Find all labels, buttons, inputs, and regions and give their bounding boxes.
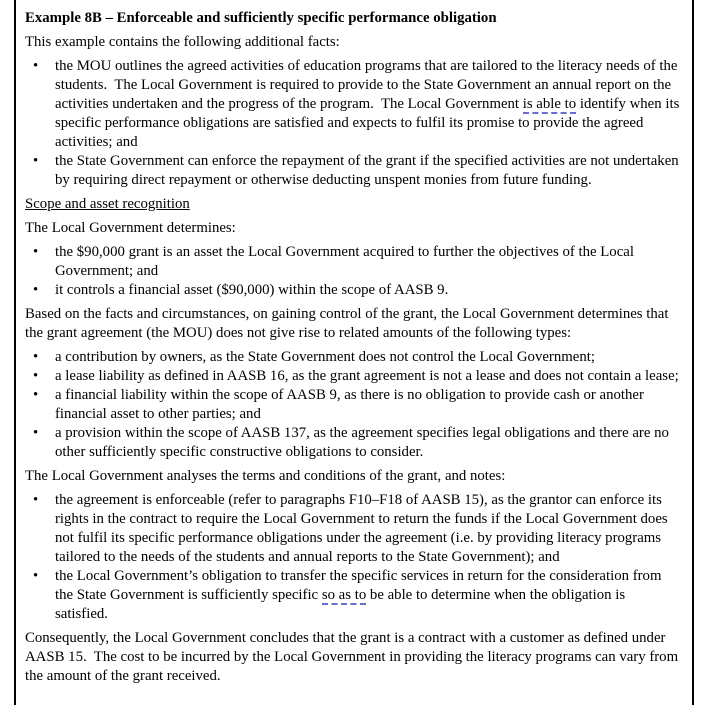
bullet-icon: •	[33, 153, 39, 169]
based-on-facts-paragraph: Based on the facts and circumstances, on gaining control of the grant, the Local Government determines that the grant agreement (the MOU) does not give rise to related amounts of the following types:	[25, 306, 673, 341]
bullet-icon: •	[33, 282, 39, 298]
list-item-text: the agreement is enforceable (refer to paragraphs F10–F18 of AASB 15), as the grantor can enforce its rights in the contract to require the Local Government to return the funds if the Local Government does not fulfil its specific performance obligations under the agreement (i.e. by providing literacy programs tailored to the needs of the students and annual reports to the State Government); and	[55, 492, 672, 565]
text-segment: the MOU outlines the agreed activities of education programs that are tailored to the literacy needs of the students. The Local Government is required to provide to the State Government an annual report on the activities undertaken and the progress of the program. The Local Government	[55, 58, 682, 112]
grammar-underline-text: so as to	[321, 587, 367, 603]
bullet-icon: •	[33, 244, 39, 260]
text-segment: the Local Government’s obligation to transfer the specific services in return for the consideration from the State Government is sufficiently specific	[55, 568, 666, 603]
list-item	[25, 567, 680, 624]
determines-intro-paragraph: The Local Government determines:	[25, 220, 236, 236]
list-item-text: a provision within the scope of AASB 137, as the agreement specifies legal obligations and there are no other sufficiently specific constructive obligations to consider.	[55, 425, 673, 460]
example-title: Example 8B – Enforceable and sufficiently specific performance obligation	[25, 10, 497, 26]
bullet-icon: •	[33, 349, 39, 365]
scope-heading: Scope and asset recognition	[25, 196, 190, 212]
list-item-text: the State Government can enforce the repayment of the grant if the specified activities are not undertaken by requiring direct repayment or otherwise deducting unspent monies from future funding.	[55, 153, 683, 188]
list-item	[25, 348, 680, 367]
list-item	[25, 386, 680, 424]
related-amounts-list	[25, 348, 680, 462]
bullet-icon: •	[33, 425, 39, 441]
list-item-text: the $90,000 grant is an asset the Local Government acquired to further the objectives of the Local Government; and	[55, 244, 638, 279]
list-item	[25, 424, 680, 462]
bullet-icon: •	[33, 387, 39, 403]
list-item-text	[55, 58, 683, 150]
determines-list	[25, 243, 680, 300]
text-segment: identify when its specific performance obligations are satisfied and expects to fulfil its promise to provide the agreed activities; and	[55, 96, 684, 150]
list-item	[25, 243, 680, 281]
additional-facts-list	[25, 57, 684, 190]
list-item-text	[55, 568, 665, 622]
bullet-icon: •	[33, 368, 39, 384]
list-item	[25, 281, 680, 300]
intro-paragraph: This example contains the following additional facts:	[25, 34, 340, 50]
list-item	[25, 152, 683, 190]
list-item	[25, 491, 680, 567]
grammar-underline-text: is able to	[522, 96, 577, 112]
bullet-icon: •	[33, 492, 39, 508]
list-item-text: a contribution by owners, as the State Government does not control the Local Government;	[55, 349, 595, 365]
list-item-text: it controls a financial asset ($90,000) within the scope of AASB 9.	[55, 282, 449, 298]
analyses-intro-paragraph: The Local Government analyses the terms and conditions of the grant, and notes:	[25, 468, 506, 484]
bullet-icon: •	[33, 568, 39, 584]
list-item	[25, 57, 684, 152]
list-item-text: a financial liability within the scope of AASB 9, as there is no obligation to provide cash or another financial asset to other parties; and	[55, 387, 648, 422]
example-table-cell	[14, 0, 694, 705]
list-item	[25, 367, 680, 386]
bullet-icon: •	[33, 58, 39, 74]
conclusion-paragraph: Consequently, the Local Government concludes that the grant is a contract with a customer as defined under AASB 15. The cost to be incurred by the Local Government in providing the literacy programs can vary from the amount of the grant received.	[25, 630, 682, 684]
notes-list	[25, 491, 680, 624]
list-item-text: a lease liability as defined in AASB 16, as the grant agreement is not a lease and does not contain a lease;	[55, 368, 679, 384]
text-segment: be able to determine when the obligation is satisfied.	[55, 587, 629, 622]
